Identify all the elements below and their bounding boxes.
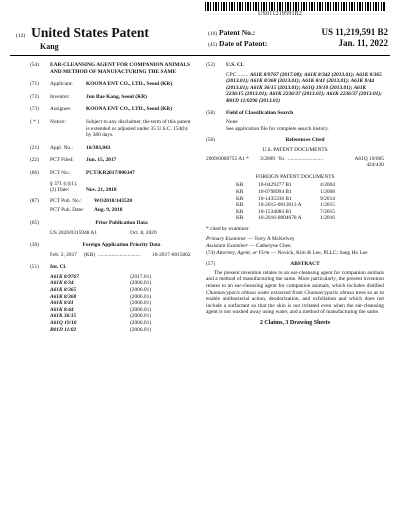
foreign-priority-field <box>30 242 193 249</box>
foreign-doc-date: 1/2008 <box>320 188 335 195</box>
prior-pub-row <box>30 230 193 237</box>
invention-title: EAR-CLEANSING AGENT FOR COMPANION ANIMALS AND METHOD OF MANUFACTURING THE SAME <box>50 62 190 75</box>
abstract-heading: ABSTRACT <box>290 261 320 268</box>
s371-label: § 371 (c)(1), <box>50 180 78 187</box>
primary-examiner-label: Primary Examiner <box>206 236 247 243</box>
us-doc-number: 2009/0068755 A1 * <box>206 155 249 162</box>
field-search-line1: None <box>226 119 238 126</box>
field-num: ( * ) <box>30 118 39 125</box>
foreign-doc-row <box>236 202 384 209</box>
field-num: (58) <box>206 109 215 116</box>
applicant-value: KOONA ENT CO., LTD., Seoul (KR) <box>86 81 173 88</box>
us-doc-class: A61Q 19/005 <box>354 155 384 162</box>
foreign-priority-row <box>30 252 193 259</box>
field-num: (22) <box>30 157 39 164</box>
inventor-short: Kang <box>40 42 59 51</box>
pct-pub-no-value: WO2018/143520 <box>94 197 133 204</box>
pct-pub-no-field <box>30 198 193 205</box>
tag-12: (12) <box>16 33 26 39</box>
dot-leader: .......................... <box>288 155 324 162</box>
patent-title: United States Patent <box>31 25 149 40</box>
us-doc-class2: 424/430 <box>366 162 384 169</box>
assignee-field <box>30 106 193 113</box>
appl-no-value: 16/303,843 <box>86 144 111 151</box>
pct-no-field <box>30 170 193 177</box>
field-num: (87) <box>30 197 39 204</box>
patent-header-left <box>16 25 149 51</box>
header-divider <box>10 55 390 56</box>
field-num: (65) <box>30 219 39 226</box>
int-cl-row <box>50 287 193 294</box>
refs-heading: References Cited <box>285 137 325 144</box>
prior-pub-field <box>30 220 193 227</box>
field-search <box>206 110 384 117</box>
barcode <box>205 2 385 11</box>
date-label: Date of Patent: <box>219 39 268 48</box>
inventor-field <box>30 94 193 101</box>
assignee-value: KOONA ENT CO., LTD., Seoul (KR) <box>86 106 173 113</box>
inventor-value: Jun Bae Kang, Seoul (KR) <box>86 93 147 100</box>
int-cl-class: A61K 8/368 <box>50 293 77 300</box>
int-cl-row <box>50 294 193 301</box>
attorney-value: — Novick, Kim & Lee, PLLC; Sang Ho Lee <box>270 249 368 256</box>
int-cl-heading: Int. Cl. <box>50 264 67 271</box>
field-num: (21) <box>30 144 39 151</box>
pct-no-value: PCT/KR2017/006347 <box>86 169 135 176</box>
field-label: Assignee: <box>50 106 72 113</box>
abstract-part: The present invention relates to an ear-cleansing agent for companion animals and a method of manufacturing the same. More particularly, the present invention relates to an ear-cleansing agent for companion animals, which includes distilled <box>206 269 384 290</box>
field-search-note <box>206 126 384 133</box>
pct-pub-date-field <box>30 207 193 214</box>
s371-date: Nov. 21, 2018 <box>86 187 117 194</box>
foreign-doc-date: 4/2004 <box>320 182 335 189</box>
field-num: (73) <box>30 106 39 113</box>
field-label: PCT Filed: <box>50 157 74 164</box>
dot-leader: ................................ <box>98 251 142 258</box>
foreign-doc-country: KR <box>236 195 244 202</box>
refs-field <box>206 137 384 144</box>
assistant-examiner-value: — Catheryne Chen <box>249 243 291 250</box>
notice-value: Subject to any disclaimer, the term of this patent is extended or adjusted under 35 U.S.C. 154(b) by 380 days. <box>86 118 191 139</box>
abstract-part: trees so as to enable antibacterial action, deodorization, and exfoliation and which does not include a surfactant so that the skin is not irritated even when the ear-cleansing agent is not washed away using water, and a method of manufacturing the same. <box>206 289 385 316</box>
foreign-doc-country: KR <box>236 215 244 222</box>
foreign-doc-row <box>236 215 384 222</box>
int-cl-version: (2006.01) <box>130 313 152 320</box>
foreign-doc-country: KR <box>236 188 244 195</box>
foreign-doc-date: 9/2014 <box>320 195 335 202</box>
foreign-doc-number: 10-1534084 B1 <box>258 208 292 215</box>
int-cl-row <box>50 280 193 287</box>
field-num: (71) <box>30 81 39 88</box>
us-cl-field <box>206 62 384 69</box>
field-num: (72) <box>30 93 39 100</box>
int-cl-version: (2006.01) <box>130 293 152 300</box>
us-docs-heading: U.S. PATENT DOCUMENTS <box>262 146 328 153</box>
us-doc-name: Yu <box>278 155 284 162</box>
tag-10: (10) <box>208 31 218 37</box>
field-num: (57) <box>206 261 215 268</box>
int-cl-version: (2006.01) <box>130 287 152 294</box>
int-cl-row <box>50 320 193 327</box>
primary-examiner <box>206 236 384 243</box>
cited-by-examiner-note: * cited by examiner <box>206 225 249 232</box>
field-label: Notice: <box>50 118 66 125</box>
int-cl-class: A61Q 19/10 <box>50 320 77 327</box>
foreign-doc-date: 1/2015 <box>320 202 335 209</box>
cpc-field: CPC ........ A61K 8/9767 (2017.08); A61K 8/342 (2013.01); A61K 8/365 (2013.01); A61K 8/368 (2013.01); A61K 8/41 (2013.01); A61K 8/44 (2013.01); A61K 36/15 (2013.01); A61Q 19/10 (2013.01); A61K 2236/15 (2013.01); A61K 2236/37 (2013.01); A61K 2236/37 (2013.01); B01D 11/0296 (2013.01) <box>226 71 382 104</box>
title-field <box>30 62 193 75</box>
foreign-doc-row <box>236 196 384 203</box>
foreign-doc-date: 1/2016 <box>320 215 335 222</box>
foreign-doc-number: 10-0429277 B1 <box>258 182 292 189</box>
s371-label2: (2) Date: <box>50 187 70 194</box>
foreign-doc-country: KR <box>236 208 244 215</box>
foreign-priority-country: (KR) <box>84 251 96 258</box>
int-cl-version: (2006.01) <box>130 280 152 287</box>
field-num: (86) <box>30 169 39 176</box>
field-num: (56) <box>206 137 215 144</box>
foreign-doc-country: KR <box>236 202 244 209</box>
field-num: (51) <box>30 264 39 271</box>
assistant-examiner <box>206 243 384 250</box>
int-cl-class: B01D 11/02 <box>50 326 77 333</box>
foreign-docs-heading: FOREIGN PATENT DOCUMENTS <box>255 173 335 180</box>
foreign-priority-number: 10-2017-0015062 <box>152 251 191 258</box>
foreign-doc-country: KR <box>236 182 244 189</box>
int-cl-row <box>50 300 193 307</box>
cpc-classes: A61K 8/9767 (2017.08); A61K 8/342 (2013.01); A61K 8/365 (2013.01); A61K 8/368 (2013.01); A61K 8/41 (2013.01); A61K 8/44 (2013.01); A61K 36/15 (2013.01); A61Q 19/10 (2013.01); A61K 2236/15 (2013.01); A61K 2236/37 (2013.01); A61K 2236/37 (2013.01); B01D 11/0296 (2013.01) <box>226 71 382 104</box>
int-cl-class: A61K 8/34 <box>50 280 74 287</box>
foreign-docs-list <box>236 182 384 222</box>
us-docs-list <box>206 156 384 169</box>
left-column <box>30 62 193 333</box>
abstract-text <box>206 270 384 316</box>
s371-field <box>30 181 193 194</box>
prior-pub-doc: US 2020/0315948 A1 <box>50 229 98 236</box>
foreign-priority-heading: Foreign Application Priority Data <box>82 242 161 249</box>
field-num: (30) <box>30 242 39 249</box>
int-cl-class: A61K 8/44 <box>50 306 74 313</box>
right-column <box>206 62 384 327</box>
foreign-priority-date: Feb. 2, 2017 <box>50 251 77 258</box>
field-num: (74) <box>206 249 215 256</box>
field-search-line2: See application file for complete search history. <box>226 125 329 132</box>
foreign-doc-row <box>236 209 384 216</box>
int-cl-version: (2017.01) <box>130 273 152 280</box>
field-label: Applicant: <box>50 81 73 88</box>
int-cl-class: A61K 8/365 <box>50 287 77 294</box>
foreign-doc-number: 10-2015-0013013 A <box>258 202 302 209</box>
int-cl-row <box>50 327 193 334</box>
foreign-doc-row <box>236 182 384 189</box>
field-num: (52) <box>206 62 215 68</box>
patent-header-right <box>208 27 388 49</box>
int-cl-row <box>50 274 193 281</box>
abstract-species: Chamaecyparis obtusa <box>206 289 256 296</box>
foreign-doc-number: 10-2016-0004678 A <box>258 215 302 222</box>
int-cl-class: A61K 8/41 <box>50 300 74 307</box>
pct-filed-value: Jun. 15, 2017 <box>86 157 117 164</box>
patent-no-label: Patent No.: <box>219 28 256 37</box>
int-cl-list <box>50 274 193 333</box>
appl-no-field <box>30 145 193 152</box>
tag-45: (45) <box>208 42 218 48</box>
us-doc-date: 3/2009 <box>260 155 275 162</box>
foreign-doc-row <box>236 189 384 196</box>
int-cl-version: (2006.01) <box>130 306 152 313</box>
field-label: PCT Pub. No.: <box>50 197 82 204</box>
abstract-field <box>206 261 384 268</box>
field-num: (54) <box>30 62 39 68</box>
barcode-number: US011219591B2 <box>258 11 303 17</box>
int-cl-version: (2006.01) <box>130 320 152 327</box>
int-cl-field <box>30 264 193 271</box>
field-label: PCT No.: <box>50 169 71 176</box>
foreign-doc-number: 10-0798994 B1 <box>258 188 292 195</box>
claims-summary: 2 Claims, 3 Drawing Sheets <box>259 320 331 326</box>
us-doc-row <box>206 156 384 169</box>
int-cl-version: (2006.01) <box>130 326 152 333</box>
abstract-species: Chamaecyparis obtusa <box>304 289 355 296</box>
field-search-none <box>206 119 384 126</box>
field-label: PCT Pub. Date: <box>50 207 84 214</box>
attorney-label: Attorney, Agent, or Firm <box>216 249 270 256</box>
assistant-examiner-label: Assistant Examiner <box>206 243 248 250</box>
field-label: Appl. No.: <box>50 144 73 151</box>
foreign-doc-number: 10-1435336 B1 <box>258 195 292 202</box>
cpc-label: CPC <box>226 71 237 78</box>
int-cl-version: (2006.01) <box>130 300 152 307</box>
field-label: Inventor: <box>50 93 70 100</box>
field-search-heading: Field of Classification Search <box>226 109 294 116</box>
pct-filed-field <box>30 157 193 164</box>
prior-pub-heading: Prior Publication Data <box>95 219 148 226</box>
prior-pub-date: Oct. 8, 2020 <box>130 229 157 236</box>
int-cl-class: A61K 36/15 <box>50 313 77 320</box>
patent-date: Jan. 11, 2022 <box>338 38 388 48</box>
primary-examiner-value: — Terry A McKelvey <box>247 236 295 243</box>
int-cl-row <box>50 313 193 320</box>
int-cl-row <box>50 307 193 314</box>
abstract-part: water extracted from <box>255 289 305 296</box>
notice-field <box>30 119 193 139</box>
pct-pub-date-value: Aug. 9, 2018 <box>94 207 123 214</box>
patent-number: US 11,219,591 B2 <box>321 27 388 37</box>
attorney <box>206 250 384 257</box>
int-cl-class: A61K 8/9767 <box>50 273 79 280</box>
applicant-field <box>30 81 193 88</box>
us-cl-heading: U.S. Cl. <box>226 62 244 68</box>
foreign-doc-date: 7/2015 <box>320 208 335 215</box>
